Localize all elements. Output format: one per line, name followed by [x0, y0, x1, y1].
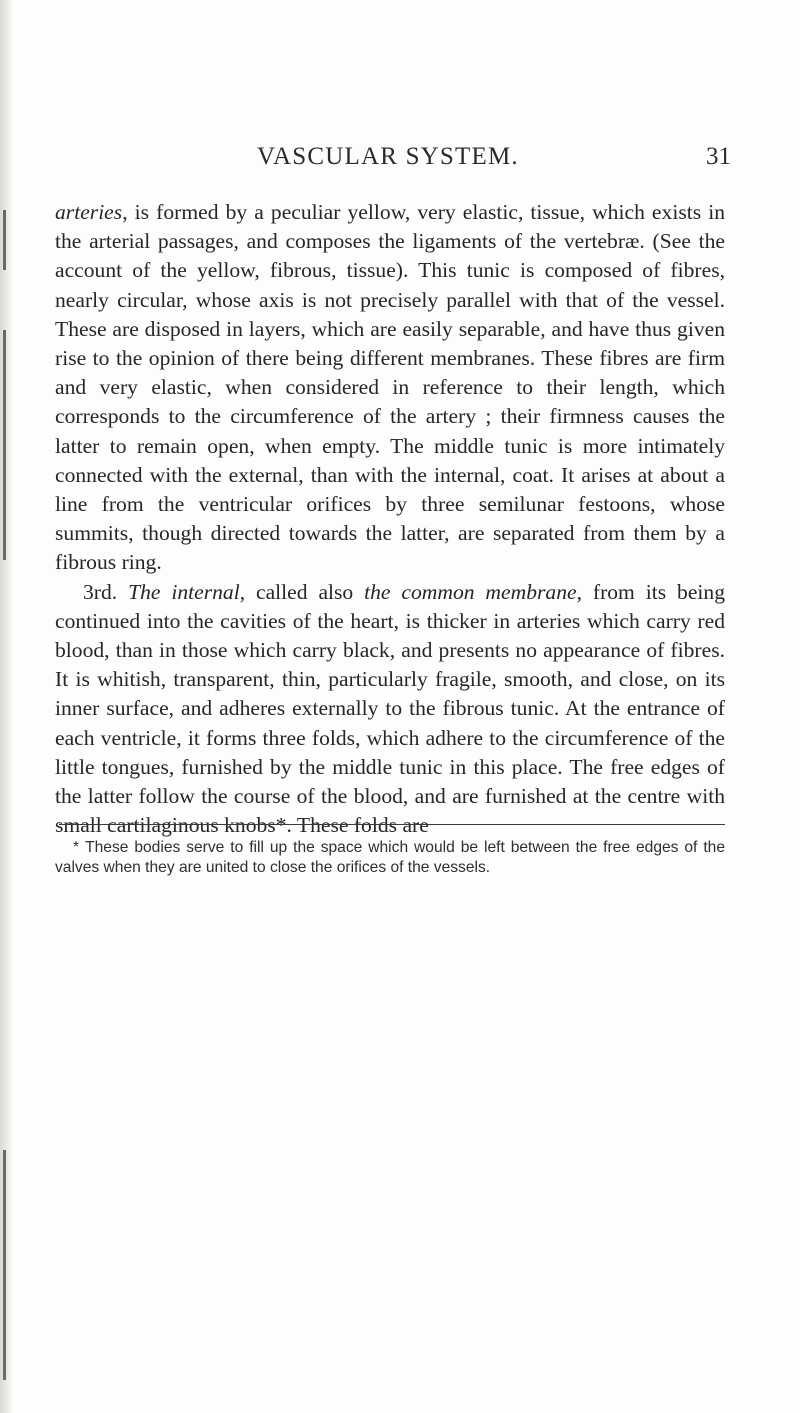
gutter-mark	[3, 1150, 6, 1380]
italic-term: arteries	[55, 200, 123, 224]
footnote	[55, 838, 725, 879]
italic-term: the common membrane	[364, 579, 577, 604]
paragraph-text: , called also	[239, 579, 365, 604]
page-number: 31	[706, 143, 731, 170]
italic-term: The internal	[128, 579, 240, 604]
page-gutter-shadow	[0, 0, 14, 1413]
paragraph	[55, 198, 725, 578]
paragraph	[55, 578, 725, 841]
footnote-text: These bodies serve to fill up the space which would be left between the free edges of the valves when they are united to close the orifices of the vessels.	[55, 839, 725, 877]
paragraph-ordinal: 3rd.	[83, 579, 129, 604]
paragraph-text: , from its being continued into the cavities of the heart, is thicker in arteries which carry red blood, than in those which carry black, and presents no appearance of fibres. It is whitish, transparent, thin, particularly fragile, smooth, and close, on its inner surface, and adheres externally to the fibrous tunic. At the entrance of each ventricle, it forms three folds, which adhere to the circumference of the little tongues, furnished by the middle tunic in this place. The free edges of the latter follow the course of the blood, and are furnished at the centre with small cartilaginous knobs*. These folds are	[55, 579, 725, 838]
running-title: VASCULAR SYSTEM.	[257, 143, 519, 170]
footnote-marker: *	[73, 839, 80, 856]
body-text	[55, 198, 725, 840]
gutter-mark	[3, 210, 6, 270]
paragraph-text: , is formed by a peculiar yellow, very elastic, tissue, which exists in the arterial passages, and composes the ligaments of the vertebræ. (See the account of the yellow, fibrous, tissue). This tunic is composed of fibres, nearly circular, whose axis is not precisely parallel with that of the vessel. These are disposed in layers, which are easily separable, and have thus given rise to the opinion of there being different membranes. These fibres are firm and very elastic, when considered in reference to their length, which corresponds to the circumference of the artery ; their firmness causes the latter to remain open, when empty. The middle tunic is more intimately connected with the external, than with the internal, coat. It arises at about a line from the ventricular orifices by three semilunar festoons, whose summits, though directed towards the latter, are separated from them by a fibrous ring.	[55, 200, 725, 575]
running-head	[0, 143, 800, 183]
footnote-rule	[59, 824, 725, 825]
gutter-mark	[3, 330, 6, 560]
